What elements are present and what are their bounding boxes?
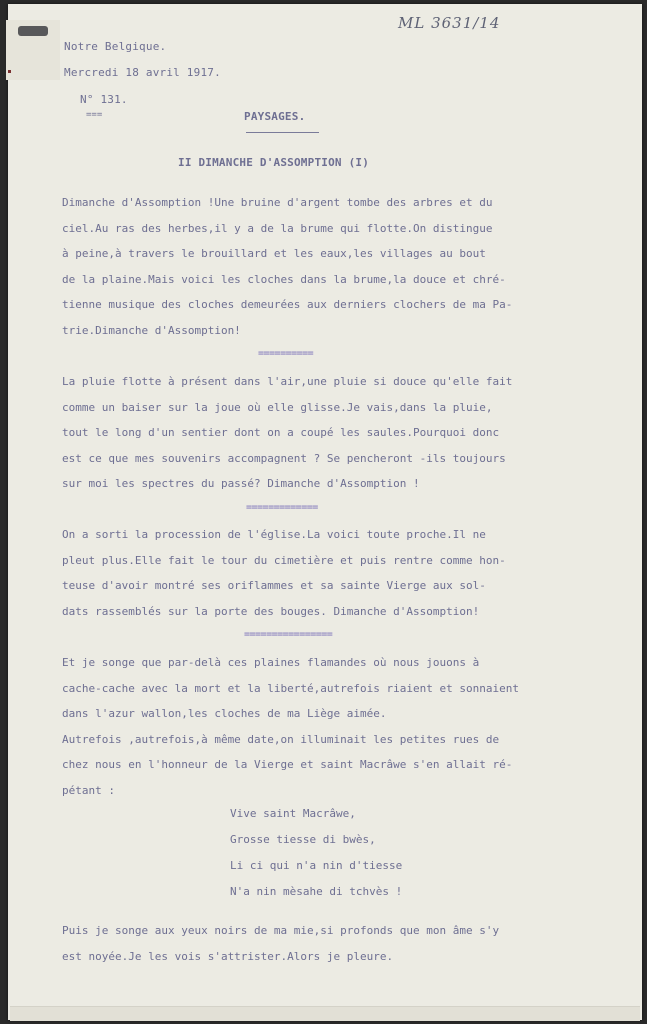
pin-icon bbox=[18, 26, 48, 36]
section-rule bbox=[246, 132, 319, 133]
separator-3: ================ bbox=[244, 629, 333, 640]
text-line: est ce que mes souvenirs accompagnent ? Se pencheront -ils toujours bbox=[62, 451, 506, 465]
separator-1: ========== bbox=[258, 348, 314, 359]
text-line: La pluie flotte à présent dans l'air,une pluie si douce qu'elle fait bbox=[62, 375, 513, 388]
poem-line: N'a nin mèsahe di tchvès ! bbox=[230, 885, 403, 898]
paragraph-3 bbox=[62, 522, 622, 624]
poem-line: Li ci qui n'a nin d'tiesse bbox=[230, 859, 403, 872]
poem-stanza bbox=[230, 801, 402, 905]
section-title: PAYSAGES. bbox=[244, 110, 306, 123]
article-title: II DIMANCHE D'ASSOMPTION (I) bbox=[178, 156, 370, 169]
issue-number-underline: === bbox=[86, 110, 103, 120]
closing-paragraph bbox=[62, 918, 622, 969]
issue-number: N° 131. bbox=[80, 93, 128, 106]
text-line: à peine,à travers le brouillard et les eaux,les villages au bout bbox=[62, 247, 486, 260]
text-line: chez nous en l'honneur de la Vierge et saint Macrâwe s'en allait ré- bbox=[62, 758, 513, 771]
publication-name: Notre Belgique. bbox=[64, 40, 167, 53]
text-line: Et je songe que par-delà ces plaines flamandes où nous jouons à bbox=[62, 656, 480, 669]
text-line: comme un baiser sur la joue où elle glisse.Je vais,dans la pluie, bbox=[62, 400, 493, 414]
page-edge bbox=[10, 1006, 640, 1021]
text-line: cache-cache avec la mort et la liberté,autrefois riaient et sonnaient bbox=[62, 681, 519, 695]
text-line: trie.Dimanche d'Assomption! bbox=[62, 323, 241, 337]
text-line: pleut plus.Elle fait le tour du cimetière et puis rentre comme hon- bbox=[62, 553, 506, 567]
text-line: Puis je songe aux yeux noirs de ma mie,si profonds que mon âme s'y bbox=[62, 924, 500, 937]
text-line: ciel.Au ras des herbes,il y a de la brume qui flotte.On distingue bbox=[62, 221, 493, 235]
text-line: dans l'azur wallon,les cloches de ma Liège aimée. bbox=[62, 707, 387, 720]
text-line: Autrefois ,autrefois,à même date,on illuminait les petites rues de bbox=[62, 732, 500, 746]
poem-line: Grosse tiesse di bwès, bbox=[230, 833, 376, 846]
text-line: tout le long d'un sentier dont on a coupé les saules.Pourquoi donc bbox=[62, 426, 500, 439]
text-line: est noyée.Je les vois s'attrister.Alors je pleure. bbox=[62, 949, 394, 963]
text-line: dats rassemblés sur la porte des bouges. Dimanche d'Assomption! bbox=[62, 604, 480, 618]
paragraph-4 bbox=[62, 650, 622, 803]
text-line: teuse d'avoir montré ses oriflammes et sa sainte Vierge aux sol- bbox=[62, 579, 486, 592]
archive-reference: ML 3631/14 bbox=[398, 14, 501, 32]
paragraph-1 bbox=[62, 190, 622, 343]
text-line: tienne musique des cloches demeurées aux derniers clochers de ma Pa- bbox=[62, 298, 513, 311]
publication-date: Mercredi 18 avril 1917. bbox=[64, 66, 221, 79]
text-line: Dimanche d'Assomption !Une bruine d'argent tombe des arbres et du bbox=[62, 196, 493, 209]
text-line: sur moi les spectres du passé? Dimanche d'Assomption ! bbox=[62, 477, 420, 490]
ink-mark bbox=[8, 70, 11, 73]
separator-2: ============= bbox=[246, 502, 318, 513]
text-line: pétant : bbox=[62, 783, 115, 797]
text-line: de la plaine.Mais voici les cloches dans la brume,la douce et chré- bbox=[62, 272, 506, 286]
text-line: On a sorti la procession de l'église.La voici toute proche.Il ne bbox=[62, 528, 486, 541]
poem-line: Vive saint Macrâwe, bbox=[230, 807, 356, 820]
paragraph-2 bbox=[62, 369, 622, 497]
